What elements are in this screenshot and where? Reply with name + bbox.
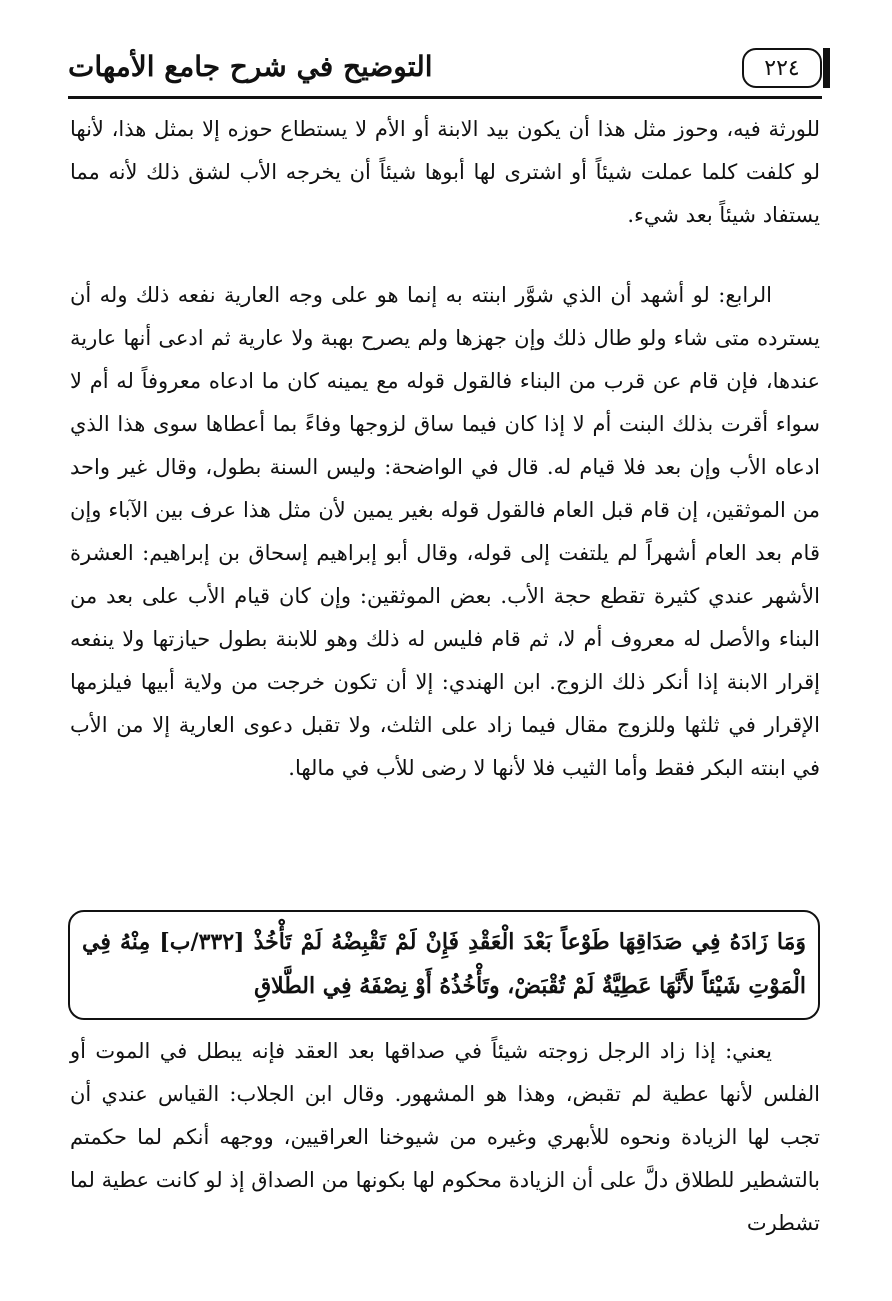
page-number: ٢٢٤ <box>742 48 822 88</box>
header-rule <box>68 96 822 99</box>
paragraph-2: الرابع: لو أشهد أن الذي شوَّر ابنته به إنما هو على وجه العارية نفعه ذلك وله أن يسترده متى شاء ولو طال ذلك وإن جهزها ولم يصرح بهبة ولا عارية ثم ادعى أنها عارية عندها، فإن قام عن قرب من البناء فالقول قوله مع يمينه كان ما ادعاه معروفاً له أم لا سواء أقرت بذلك البنت أم لا إذا كان فيما ساق لزوجها وفاءً بما أعطاها سوى هذا الذي ادعاه الأب وإن بعد فلا قيام له. قال في الواضحة: وليس السنة بطول، وقال غير واحد من الموثقين، إن قام قبل العام فالقول قوله بغير يمين لأن مثل هذا عرف بين الآباء وإن قام بعد العام أشهراً لم يلتفت إلى قوله، وقال أبو إبراهيم إسحاق بن إبراهيم: العشرة الأشهر عندي كثيرة تقطع حجة الأب. بعض الموثقين: وإن كان قيام الأب على بعد من البناء والأصل له معروف أم لا، ثم قام فليس له ذلك وهو للابنة بطول حيازتها ولا ينفعه إقرار الابنة إذا أنكر ذلك الزوج. ابن الهندي: إلا أن تكون خرجت من ولاية أبيها فيلزمها الإقرار في ثلثها وللزوج مقال فيما زاد على الثلث، ولا تقبل دعوى العارية إلا من الأب في ابنته البكر فقط وأما الثيب فلا لأنها لا رضى للأب في مالها. <box>70 283 820 780</box>
page-header <box>68 40 822 96</box>
book-title: التوضيح في شرح جامع الأمهات <box>68 50 433 83</box>
matn-box: وَمَا زَادَهُ فِي صَدَاقِهَا طَوْعاً بَعْدَ الْعَقْدِ فَإِنْ لَمْ تَقْبِضْهُ لَمْ تَأْخُذْ [٣٣٢/ب] مِنْهُ فِي الْمَوْتِ شَيْئاً لأَنَّهَا عَطِيَّةٌ لَمْ تُقْبَضْ، وتَأْخُذُهُ أَوْ نِصْفَهُ فِي الطَّلاقِ <box>68 910 820 1020</box>
commentary-paragraph: يعني: إذا زاد الرجل زوجته شيئاً في صداقها بعد العقد فإنه يبطل في الموت أو الفلس لأنها عطية لم تقبض، وهذا هو المشهور. وقال ابن الجلاب: القياس عندي أن تجب لها الزيادة ونحوه للأبهري وغيره من شيوخنا العراقيين، ووجهه أنكم لما حكمتم بالتشطير للطلاق دلَّ على أن الزيادة محكوم لها بكونها من الصداق إذ لو كانت عطية لما تشطرت <box>70 1039 820 1235</box>
paragraph-1: للورثة فيه، وحوز مثل هذا أن يكون بيد الابنة أو الأم لا يستطاع حوزه إلا بمثل هذا، لأنها لو كلفت كلما عملت شيئاً أو اشترى لها أبوها شيئاً أن يخرجه الأب لشق ذلك لأنه مما يستفاد شيئاً بعد شيء. <box>70 117 820 227</box>
